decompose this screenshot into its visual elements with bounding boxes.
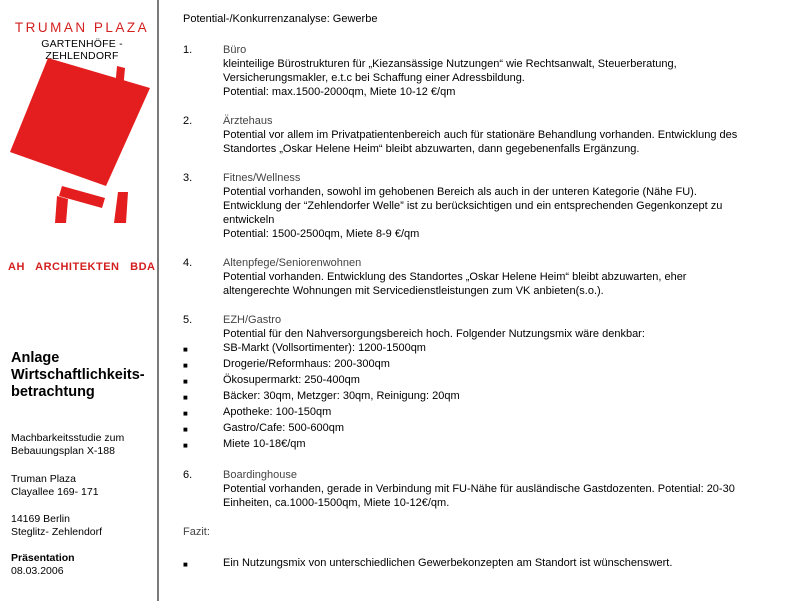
section-text: entwickeln (223, 214, 275, 226)
section-number: 6. (183, 469, 193, 481)
section-body (223, 313, 645, 341)
section-number: 3. (183, 172, 193, 184)
presentation-info (11, 552, 75, 578)
fazit-text: Ein Nutzungsmix von unterschiedlichen Gewerbekonzepten am Standort ist wünschenswert. (223, 557, 673, 569)
title-line: betrachtung (11, 384, 95, 400)
city-line: 14169 Berlin (11, 513, 70, 525)
section-body (223, 43, 677, 99)
bullet-icon: ■ (183, 361, 188, 370)
presentation-label: Präsentation (11, 552, 75, 564)
section-fitness (183, 171, 788, 241)
bullet-icon: ■ (183, 441, 188, 450)
section-title: Altenpfege/Seniorenwohnen (223, 257, 362, 269)
section-buero (183, 43, 788, 99)
study-info (11, 432, 124, 458)
brand-title: TRUMAN PLAZA (14, 20, 150, 35)
section-title: Büro (223, 44, 247, 56)
section-altenpflege (183, 256, 788, 298)
title-line: Wirtschaftlichkeits- (11, 367, 145, 383)
section-text: Potential vorhanden, gerade in Verbindung mit FU-Nähe für ausländische Gastdozenten. Potential: 20-30 (223, 483, 735, 495)
section-ezh-gastro (183, 313, 788, 341)
list-item: ■ SB-Markt (Vollsortimenter): 1200-1500qm (183, 341, 788, 357)
document-title (11, 350, 145, 401)
section-text: Potential vorhanden. Entwicklung des Standortes „Oskar Helene Heim“ bleibt abzuwarten, eher (223, 271, 687, 283)
section-number: 1. (183, 44, 193, 56)
presentation-date: 08.03.2006 (11, 565, 64, 577)
bullet-icon: ■ (183, 560, 188, 569)
section-boardinghouse (183, 468, 788, 510)
sidebar (0, 0, 157, 601)
fazit-label: Fazit: (183, 526, 210, 538)
section-text: Potential: max.1500-2000qm, Miete 10-12 €/qm (223, 86, 456, 98)
section-title: Boardinghouse (223, 469, 298, 481)
page-heading: Potential-/Konkurrenzanalyse: Gewerbe (183, 13, 378, 25)
main-content (183, 12, 788, 572)
section-title: EZH/Gastro (223, 314, 282, 326)
study-line: Machbarkeitsstudie zum (11, 432, 125, 444)
section-number: 4. (183, 257, 193, 269)
bullet-icon: ■ (183, 345, 188, 354)
section-text: Potential für den Nahversorgungsbereich hoch. Folgender Nutzungsmix wäre denkbar: (223, 328, 645, 340)
section-title: Ärztehaus (223, 115, 273, 127)
section-number: 5. (183, 314, 193, 326)
list-item: ■ Miete 10-18€/qm (183, 437, 788, 453)
brand-subtitle: GARTENHÖFE -ZEHLENDORF (41, 38, 123, 62)
list-item: ■ Bäcker: 30qm, Metzger: 30qm, Reinigung: 20qm (183, 389, 788, 405)
architect-logo-icon (10, 58, 150, 223)
section-body (223, 256, 686, 298)
city-info (11, 513, 102, 539)
section-text: kleinteilige Bürostrukturen für „Kiezansässige Nutzungen“ wie Rechtsanwalt, Steuerberatung, (223, 58, 677, 70)
section-title: Fitnes/Wellness (223, 172, 301, 184)
bullet-icon: ■ (183, 425, 188, 434)
list-item: ■ Apotheke: 100-150qm (183, 405, 788, 421)
list-item: ■ Gastro/Cafe: 500-600qm (183, 421, 788, 437)
list-item: ■ Ökosupermarkt: 250-400qm (183, 373, 788, 389)
address-info (11, 473, 99, 499)
section-text: Versicherungsmakler, e.t.c bei Schaffung einer Adressbildung. (223, 72, 525, 84)
section-body (223, 114, 737, 156)
fazit-item (183, 556, 788, 572)
study-line: Bebauungsplan X-188 (11, 445, 115, 457)
title-line: Anlage (11, 350, 60, 366)
section-text: Potential vor allem im Privatpatientenbereich auch für stationäre Behandlung vorhanden. Entwicklung des (223, 129, 738, 141)
usage-mix-list (183, 341, 788, 453)
address-line: Truman Plaza (11, 473, 76, 485)
section-text: Entwicklung der “Zehlendorfer Welle” ist zu berücksichtigen und ein entsprechenden Gegenkonzept zu (223, 200, 723, 212)
section-aerztehaus (183, 114, 788, 156)
city-line: Steglitz- Zehlendorf (11, 526, 103, 538)
section-body (223, 468, 735, 510)
section-number: 2. (183, 115, 193, 127)
section-text: Potential vorhanden, sowohl im gehobenen Bereich als auch in der unteren Kategorie (Nähe FU). (223, 186, 697, 198)
bullet-icon: ■ (183, 377, 188, 386)
section-text: altengerechte Wohnungen mit Servicedienstleistungen zum VK anbieten(s.o.). (223, 285, 604, 297)
list-item: ■ Drogerie/Reformhaus: 200-300qm (183, 357, 788, 373)
section-text: Standortes „Oskar Helene Heim“ bleibt abzuwarten, dann gegebenenfalls Ergänzung. (223, 143, 640, 155)
divider-line (157, 0, 159, 601)
section-body (223, 171, 722, 241)
firm-name: AH ARCHITEKTEN BDA (8, 261, 156, 273)
address-line: Clayallee 169- 171 (11, 486, 99, 498)
section-text: Einheiten, ca.1000-1500qm, Miete 10-12€/qm. (223, 497, 450, 509)
section-text: Potential: 1500-2500qm, Miete 8-9 €/qm (223, 228, 420, 240)
bullet-icon: ■ (183, 393, 188, 402)
bullet-icon: ■ (183, 409, 188, 418)
